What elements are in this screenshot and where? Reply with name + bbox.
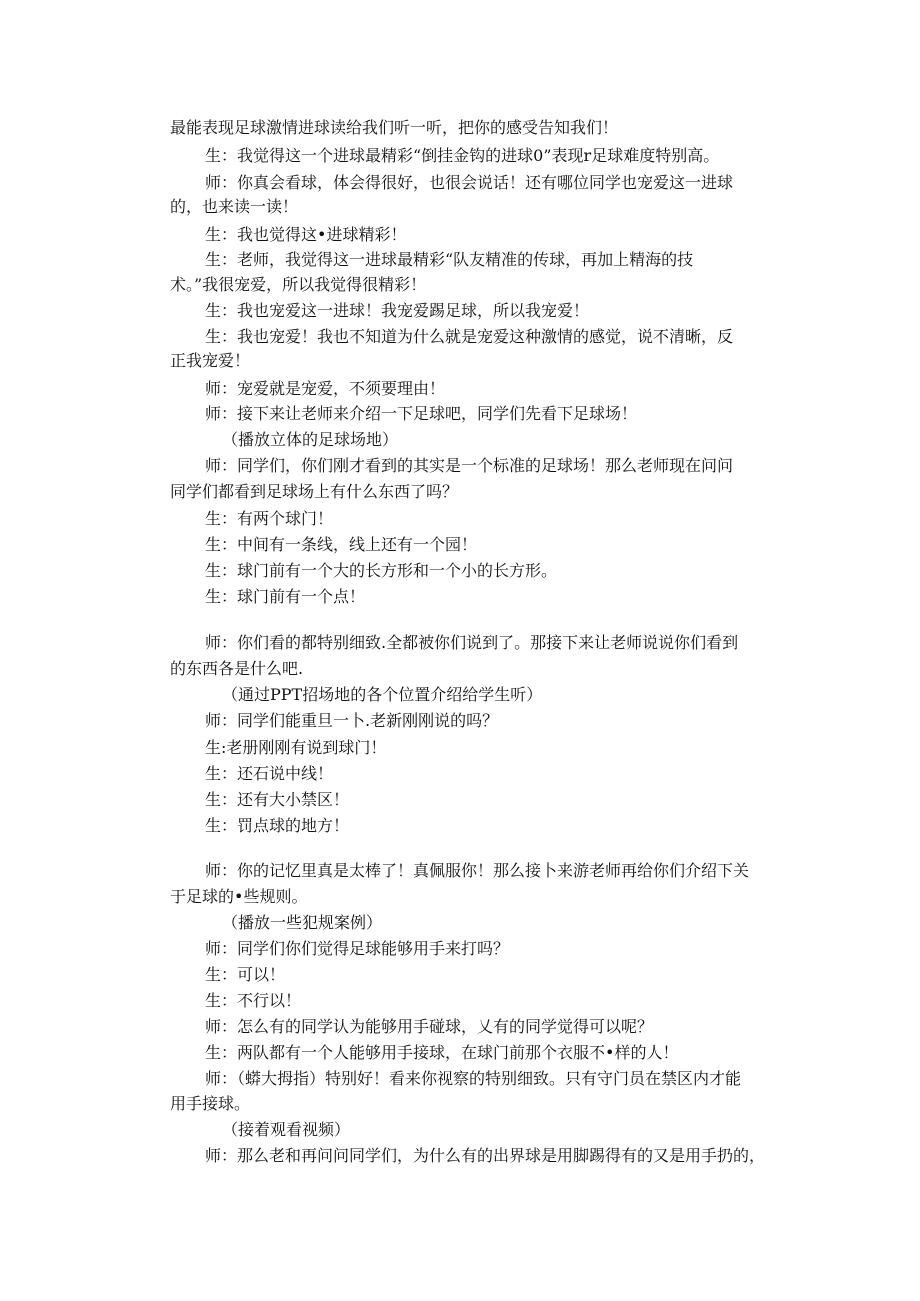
text-line-8: 生：我也宠爱这一进球！我宠爱踢足球，所以我宠爱！ [205, 301, 590, 320]
text-line-37: 用手接球。 [170, 1094, 251, 1113]
text-line-28: 师：你的记忆里真是太棒了！真佩服你！那么接卜来游老师再给你们介绍下关 [205, 861, 750, 880]
text-line-27: 生：罚点球的地方！ [205, 816, 350, 835]
text-line-38: （接着观看视频） [222, 1120, 351, 1139]
text-line-39: 师：那么老和再问问同学们，为什么有的出界球是用脚踢得有的又是用手扔的， [205, 1146, 766, 1165]
text-line-29: 于足球的•些规则。 [170, 887, 308, 906]
text-line-11: 师：宠爱就是宠爱，不须要理由！ [205, 379, 446, 398]
text-line-13: （播放立体的足球场地） [222, 430, 399, 449]
text-line-5: 生：我也觉得这•进球精彩！ [205, 225, 407, 244]
text-line-1: 最能表现足球激情进球读给我们听一听，把你的感受告知我们！ [170, 118, 619, 137]
text-line-6: 生：老师，我觉得这一进球最精彩“队友精准的传球，再加上精海的技 [205, 250, 694, 269]
text-line-36: 师：（蟒大拇指）特别好！看来你视察的特别细致。只有守门员在禁区内才能 [205, 1069, 742, 1088]
text-line-35: 生：两队都有一个人能够用手接球，在球门前那个衣服不•样的人！ [205, 1043, 679, 1062]
text-line-34: 师：怎么有的同学认为能够用手碰球，乂有的同学觉得可以呢？ [205, 1017, 654, 1036]
text-line-32: 生：可以！ [205, 965, 286, 984]
text-line-2: 生：我觉得这一个进球最精彩“倒挂金钩的进球0”表现r足球难度特别高。 [205, 146, 720, 165]
text-line-21: 的东西各是什么吧. [170, 659, 304, 678]
text-line-18: 生：球门前有一个大的长方形和一个小的长方形。 [205, 561, 558, 580]
text-line-14: 师：同学们，你们刚才看到的其实是一个标准的足球场！那么老师现在问问 [205, 456, 734, 475]
text-line-16: 生：有两个球门！ [205, 509, 334, 528]
text-line-15: 同学们都看到足球场上有什么东西了吗？ [170, 482, 459, 501]
text-line-4: 的，也来读一读！ [170, 197, 299, 216]
text-line-3: 师：你真会看球，体会得很好，也很会说话！还有哪位同学也宠爱这一进球 [205, 173, 734, 192]
text-line-10: 正我宠爱！ [170, 351, 251, 370]
text-line-30: （播放一些犯规案例） [222, 913, 383, 932]
text-line-31: 师：同学们你们觉得足球能够用手来打吗？ [205, 939, 510, 958]
text-line-33: 生：不行以！ [205, 991, 302, 1010]
text-line-17: 生：中间有一条线，线上还有一个园！ [205, 535, 478, 554]
text-line-7: 术。”我很宠爱，所以我觉得很精彩！ [170, 275, 427, 294]
text-line-26: 生：还有大小禁区！ [205, 790, 350, 809]
text-line-19: 生：球门前有一个点！ [205, 587, 366, 606]
text-line-22: （通过PPT招场地的各个位置介绍给学生听） [222, 685, 543, 704]
text-line-24: 生:老册刚刚有说到球门！ [205, 738, 387, 757]
text-line-25: 生：还石说中线！ [205, 764, 334, 783]
text-line-23: 师：同学们能重旦一卜.老新刚刚说的吗？ [205, 711, 499, 730]
text-line-12: 师：接下来让老师来介绍一下足球吧，同学们先看下足球场！ [205, 404, 638, 423]
text-line-20: 师：你们看的都特别细致.全都被你们说到了。那接下来让老师说说你们看到 [205, 633, 739, 652]
text-line-9: 生：我也宠爱！我也不知道为什么就是宠爱这种激情的感觉，说不清晰，反 [205, 327, 734, 346]
